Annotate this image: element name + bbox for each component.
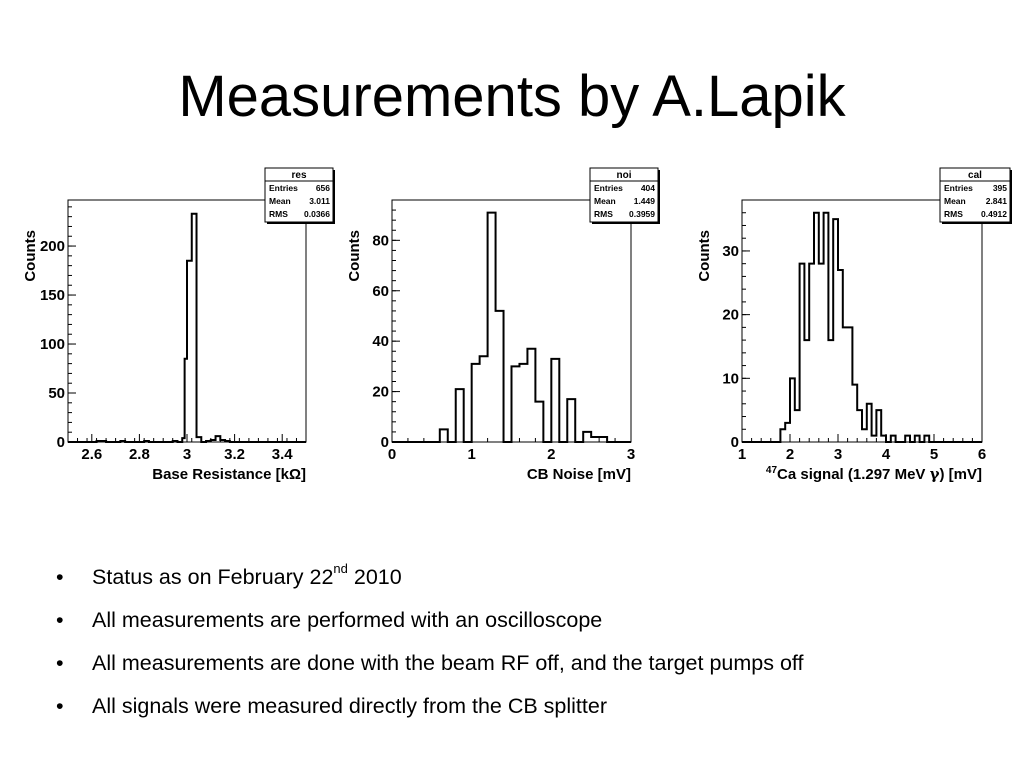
bullet-text: All signals were measured directly from the CB splitter (92, 694, 607, 718)
x-tick-label: 2.8 (128, 446, 150, 463)
y-tick-label: 80 (372, 232, 389, 250)
stats-label: Mean (594, 196, 616, 206)
histogram-bin (567, 399, 575, 442)
stats-label: Mean (944, 196, 966, 206)
histogram-outline (742, 213, 982, 442)
histogram-bin (551, 359, 559, 442)
stats-value: 2.841 (985, 196, 1007, 206)
stats-value: 0.3959 (629, 209, 655, 219)
x-tick-label: 0 (387, 446, 397, 463)
x-axis-label: CB Noise [mV] (526, 466, 631, 483)
x-tick-label: 4 (881, 446, 891, 463)
x-tick-label: 3.2 (224, 446, 246, 463)
histogram-bin (512, 366, 520, 442)
stats-label: Mean (269, 196, 291, 206)
stats-value: 0.0366 (304, 209, 330, 219)
histogram-bin (535, 402, 543, 442)
x-tick-label: 1 (467, 446, 476, 463)
stats-label: RMS (594, 209, 613, 219)
histogram-bin (480, 356, 488, 442)
bullet-dot: • (56, 565, 64, 589)
stats-box (940, 168, 1012, 224)
stats-box (265, 168, 335, 224)
x-tick-label: 5 (929, 446, 939, 463)
bullet-text (92, 562, 402, 592)
histogram-outline (392, 213, 631, 442)
x-tick-label: 1 (737, 446, 747, 463)
bullet-text: All measurements are performed with an oscilloscope (92, 608, 603, 632)
y-tick-label: 0 (380, 434, 389, 451)
stats-box-name: res (291, 170, 307, 181)
stats-value: 0.4912 (981, 209, 1007, 219)
x-tick-label: 3 (182, 446, 192, 463)
slide-title: Measurements by A.Lapik (178, 64, 846, 129)
histogram-bin (472, 364, 480, 442)
stats-label: Entries (594, 183, 623, 193)
histogram-bin (795, 410, 800, 442)
y-tick-label: 10 (722, 370, 739, 388)
y-tick-label: 20 (372, 383, 389, 401)
histogram-bin (527, 349, 535, 442)
x-tick-label: 2 (785, 446, 795, 463)
y-tick-label: 50 (48, 385, 65, 403)
x-axis-label (766, 465, 982, 483)
x-axis-label-greek: γ (929, 465, 940, 483)
x-axis-label-tail: ) [mV] (939, 466, 982, 483)
y-tick-label: 100 (39, 336, 65, 354)
bullet-text: All measurements are done with the beam RF off, and the target pumps off (92, 651, 804, 675)
histogram-bin (488, 213, 496, 442)
y-tick-label: 150 (39, 287, 65, 305)
stats-value: 404 (640, 183, 655, 193)
x-axis-label-main: Ca signal (1.297 MeV (777, 466, 930, 483)
x-tick-label: 2.6 (81, 446, 103, 463)
histogram-bin (519, 364, 527, 442)
x-tick-label: 3 (833, 446, 843, 463)
histogram-res (22, 168, 335, 483)
y-axis-label: Counts (22, 230, 39, 282)
stats-box-name: cal (968, 170, 982, 181)
plot-frame (742, 200, 982, 442)
histogram-bin (843, 327, 848, 442)
histogram-bin (583, 432, 591, 442)
y-axis-label: Counts (696, 230, 713, 282)
bullet-text-tail: 2010 (347, 565, 402, 589)
stats-box (590, 168, 660, 224)
y-tick-label: 40 (372, 333, 389, 351)
bullet-dot: • (56, 608, 64, 632)
bullet-superscript: nd (333, 561, 348, 576)
y-tick-label: 200 (39, 238, 65, 256)
y-tick-label: 20 (722, 306, 739, 324)
y-tick-label: 0 (56, 434, 65, 451)
y-tick-label: 60 (372, 282, 389, 300)
histogram-bin (819, 264, 824, 442)
y-tick-label: 30 (722, 242, 739, 260)
y-axis-label: Counts (346, 230, 363, 282)
histogram-bin (440, 429, 448, 442)
histogram-bin (456, 389, 464, 442)
histogram-bin (496, 311, 504, 442)
bullet-dot: • (56, 651, 64, 675)
y-tick-label: 0 (730, 434, 739, 451)
histogram-outline (68, 214, 306, 442)
stats-label: RMS (944, 209, 963, 219)
stats-label: Entries (269, 183, 298, 193)
histogram-bin (862, 429, 867, 442)
x-axis-label: Base Resistance [kΩ] (152, 466, 306, 483)
x-tick-label: 6 (977, 446, 987, 463)
x-tick-label: 3 (626, 446, 636, 463)
histogram-noi (346, 168, 660, 483)
x-axis-label-superscript: 47 (765, 465, 778, 476)
stats-value: 1.449 (633, 196, 655, 206)
histogram-cal (696, 168, 1012, 483)
x-tick-label: 3.4 (271, 446, 293, 463)
histogram-bin (828, 340, 833, 442)
x-tick-label: 2 (547, 446, 556, 463)
stats-value: 3.011 (309, 196, 330, 206)
bullet-text-main: Status as on February 22 (92, 565, 334, 589)
bullet-dot: • (56, 694, 64, 718)
stats-label: RMS (269, 209, 288, 219)
stats-value: 395 (992, 183, 1007, 193)
stats-value: 656 (315, 183, 330, 193)
stats-label: Entries (944, 183, 973, 193)
histogram-bin (804, 340, 809, 442)
stats-box-name: noi (616, 170, 632, 181)
